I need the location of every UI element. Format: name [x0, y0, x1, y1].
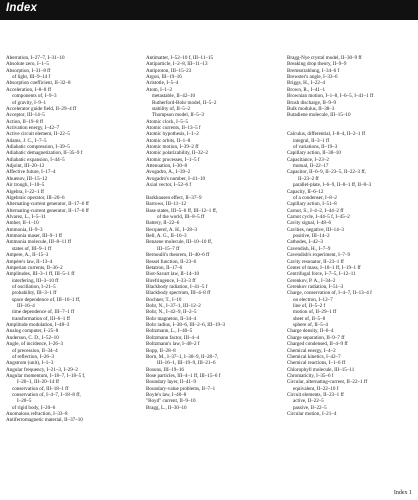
index-entry: Chlorophyll molecule, III–15–11: [287, 366, 355, 373]
index-entry: passive, II–22–5: [293, 404, 327, 411]
index-entry: of light, III–9–14 f: [12, 74, 51, 81]
index-entry: time dependence of, III–7–1 ff: [12, 309, 75, 316]
index-column-3: [287, 55, 415, 417]
index-entry: mutual, II–22–17: [293, 163, 329, 170]
index-entry: Atomic currents, II–13–5 f: [146, 124, 201, 131]
index-entry: Capillary action, II–38–10: [287, 150, 341, 157]
index-entry: Atomic motion, I–39–2 ff: [146, 144, 199, 151]
index-entry: Thompson model, II–5–3: [152, 112, 204, 119]
index-entry: Boltzmann, L., I–40–5: [146, 328, 193, 335]
index-entry: Action, II–19–8 ff: [6, 118, 44, 125]
index-entry: conservation of, III–18–1 ff: [12, 385, 69, 392]
index-entry: Anomalous refraction, I–33–8: [6, 411, 68, 418]
index-entry: Adams, J. C., I–7–5: [6, 137, 47, 144]
index-entry: Adiabatic demagnetization, II–35–9 f: [6, 150, 83, 157]
index-entry: Barrows, III–11–12: [146, 201, 186, 208]
index-entry: Algebraic operator, III–20–6: [6, 194, 65, 201]
index-entry: Antiparticle, I–2–8, III–11–13: [146, 61, 208, 68]
index-entry: Bessel function, II–23–6: [146, 258, 197, 265]
index-entry: Blackbody spectrum, III–4–8 ff: [146, 290, 211, 297]
index-entry: Angular momentum, I–18–7, I–18–5 f,: [6, 372, 86, 379]
index-entry: Circular motion, I–21–4: [287, 411, 337, 418]
index-entry: states of, III–9–1 ff: [12, 245, 52, 252]
index-entry: Boundary-value problems, II–7–1: [146, 385, 216, 392]
index-entry: "Boyd" current, II–9–10: [146, 398, 196, 405]
index-entry: Attenuation, I–30–8: [146, 163, 188, 170]
index-entry: Capacitance, I–23–2: [287, 156, 329, 163]
index-entry: Brownian motion, I–1–8, I–6–5, I–41–1 ff: [287, 93, 374, 100]
index-entry: Amplitude modulation, I–48–3: [6, 322, 70, 329]
index-entry: Angle, of incidence, I–26–3: [6, 341, 64, 348]
index-entry: Benzene molecule, III–10–10 ff,: [146, 239, 213, 246]
index-entry: Butadiene molecule, III–15–10: [287, 112, 351, 119]
index-entry: Atomic processes, I–1–5 f: [146, 156, 200, 163]
index-entry: Cavendish, H., I–7–9: [287, 245, 331, 252]
index-entry: Circuit elements, II–23–1 ff: [287, 392, 344, 399]
index-entry: Active circuit element, II–22–5: [6, 131, 70, 138]
index-entry: Charge separation, II–9–7 ff: [287, 334, 345, 341]
index-entry: Becquerel, A. H., I–28–3: [146, 226, 198, 233]
index-entry: Ahuenov, III–15–12: [6, 175, 48, 182]
index-entry: Briggs, H., I–22–4: [287, 80, 326, 87]
index-entry: III–16–4: [17, 303, 35, 310]
index-entry: Blackbody radiation, I–41–5 f: [146, 283, 208, 290]
index-entry: Battery, II–22–6: [146, 220, 180, 227]
index-entry: stability of, II–5–2: [152, 105, 191, 112]
index-entry: Born, M., I–37–1, I–38–9, II–28–7,: [146, 353, 219, 360]
index-entry: Avogadro's number, I–41–10: [146, 175, 206, 182]
index-header-bar: [0, 0, 418, 20]
index-entry: equivalent, II–22–10 f: [293, 385, 339, 392]
index-entry: sphere of, II–5–4: [293, 322, 328, 329]
index-entry: Charge density, II–6–4: [287, 328, 334, 335]
index-entry: Bohr, N., I–37–1, III–12–2: [146, 303, 201, 310]
index-entry: Adjoint, III–20–12: [6, 163, 45, 170]
index-entry: of gravity, I–9–1: [12, 99, 47, 106]
index-entry: Algebra, I–22–1 ff: [6, 188, 44, 195]
index-entry: I–20–5: [17, 398, 32, 405]
index-entry: motion of, II–29–1 ff: [293, 309, 337, 316]
index-entry: Atomic clock, I–5–5: [146, 118, 189, 125]
index-entry: Amperian currents, II–36–2: [6, 264, 63, 271]
index-entry: Avogadro, A., I–39–2: [146, 169, 191, 176]
index-entry: Bremsstrahlung, I–34–6 f: [287, 67, 340, 74]
index-entry: II–23–2 ff: [298, 175, 319, 182]
index-entry: of oscillation, I–21–5: [12, 283, 56, 290]
index-entry: III–15–7 ff: [157, 245, 180, 252]
index-entry: Ammonia maser, III–9–1 ff: [6, 233, 63, 240]
index-entry: Boltzmann factor, III–4–4: [146, 334, 200, 341]
index-entry: Carnot cycle, I–44–5 f, I–45–2: [287, 213, 350, 220]
index-entry: components of, I–9–3: [12, 93, 57, 100]
index-entry: Amplitudes, III–3–1 ff, III–5–1 ff: [6, 271, 75, 278]
index-entry: interfering, III–3–10 ff: [12, 277, 59, 284]
index-entry: Birefringence, I–33–3 ff: [146, 277, 196, 284]
index-entry: Analog computer, I–25–8: [6, 328, 59, 335]
index-entry: Cerenkov radiation, I–51–3: [287, 283, 344, 290]
index-entry: Cavity resonator, II–23–1 ff: [287, 258, 344, 265]
index-entry: of reflection, I–26–3: [12, 353, 55, 360]
index-entry: parallel-plate, I–6–9, II–8–1 ff, II–8–3: [293, 182, 372, 189]
index-entry: Bohr, N., I–42–9, II–2–5: [146, 309, 197, 316]
index-entry: Bohr magneton, II–34–4: [146, 315, 197, 322]
index-entry: Aberration, I–27–7, I–31–10: [6, 55, 65, 61]
index-entry: Brush discharge, II–9–9: [287, 99, 336, 106]
index-entry: Cavity signal, I–48–6: [287, 220, 332, 227]
index-entry: line of, II–5–2 f: [293, 303, 326, 310]
index-entry: Boundary layer, II–41–9: [146, 379, 197, 386]
page-title: Index: [6, 2, 38, 14]
index-entry: Breaking drop theory, II–9–9: [287, 61, 347, 68]
index-entry: of the world, III–8–5 ff: [157, 213, 205, 220]
index-entry: Amber, II–1–10: [6, 220, 39, 227]
index-entry: Bochner, T., I–10: [146, 296, 182, 303]
index-entry: Bell, A. G., II–16–3: [146, 233, 187, 240]
index-entry: Circular, alternating-current, II–22–1 ff: [287, 379, 368, 386]
index-entry: Ammonia molecule, III–8–11 ff: [6, 239, 72, 246]
index-entry: Biot-Savart law, II–14–10: [146, 271, 200, 278]
index-entry: Acceleration, I–8–8 ff: [6, 86, 52, 93]
index-entry: Ampère's law, II–13–4: [6, 258, 53, 265]
index-entry: Axial vector, I–52–6 f: [146, 182, 192, 189]
index-entry: Bragg, L., II–30–10: [146, 404, 187, 411]
index-entry: active, II–22–5: [293, 398, 324, 405]
index-column-1: [6, 55, 131, 424]
index-entry: Chemical reactions, I–1–6 ff: [287, 360, 346, 367]
index-entry: Cerenkov, P. A., I–34–2: [287, 277, 336, 284]
index-entry: of rigid body, I–20–6: [12, 404, 56, 411]
index-entry: Activation energy, I–42–7: [6, 124, 60, 131]
index-entry: III–16–1, III–19–9, III–21–6: [157, 360, 216, 367]
index-entry: Alvarez, L., I–5–11: [6, 213, 46, 220]
index-entry: Adiabatic expansion, I–44–5: [6, 156, 65, 163]
index-entry: Chromaticity, I–35–6 f: [287, 372, 334, 379]
index-entry: positive, III–14–2: [293, 233, 330, 240]
index-entry: Cathodes, I–42–3: [287, 239, 323, 246]
index-entry: Affective future, I–17–4: [6, 169, 56, 176]
index-entry: Bose particles, III–4–1 ff, III–15–6 f: [146, 372, 221, 379]
index-entry: Charge, conservation of, I–4–7, II–13–4 f: [287, 290, 372, 297]
index-entry: Absorption, I–31–8 ff: [6, 67, 51, 74]
index-entry: of a condenser, I–8–2: [293, 194, 337, 201]
index-entry: space dependence of, III–16–1 ff,: [12, 296, 81, 303]
index-entry: Rutherford-Bohr model, II–5–2: [152, 99, 217, 106]
index-entry: I–20–1, III–20–14 ff: [17, 379, 59, 386]
index-entry: Bulk modulus, II–38–3: [287, 105, 335, 112]
index-entry: Brown, R., I–41–1: [287, 86, 326, 93]
index-entry: Argon, III–19–16: [146, 74, 182, 81]
index-entry: Chemical kinetics, I–42–7: [287, 353, 341, 360]
index-entry: Bernoulli's theorem, II–40–6 ff: [146, 252, 210, 259]
index-entry: probability, III–3–1 ff: [12, 290, 57, 297]
index-entry: Capillary action, I–51–8: [287, 201, 337, 208]
index-entry: Angular frequency, I–21–3, I–29–2: [6, 366, 78, 373]
index-entry: Centrifugal force, I–7–5, I–12–11: [287, 271, 356, 278]
index-entry: Antimatter, I–52–10 f, III–11–15: [146, 55, 214, 61]
index-entry: of variations, II–19–3: [293, 144, 338, 151]
index-entry: Air trough, I–10–5: [6, 182, 45, 189]
index-entry: Ampere, A., II–15–3: [6, 252, 49, 259]
index-entry: Cavendish's experiment, I–7–9: [287, 252, 351, 259]
index-entry: Betatron, II–17–6: [146, 264, 183, 271]
index-entry: Antiferromagnetic material, II–37–10: [6, 417, 83, 424]
index-entry: Aristotle, I–5–4: [146, 80, 179, 87]
index-entry: integral, II–3–1 ff: [293, 137, 330, 144]
index-column-2: [146, 55, 271, 411]
index-entry: Atomic hypothesis, I–1–2: [146, 131, 199, 138]
index-entry: Charged condensed, II–4–9 ff: [287, 341, 348, 348]
index-entry: Atom, I–1–2: [146, 86, 173, 93]
index-entry: transformation of, III–6–1 ff: [12, 315, 70, 322]
index-entry: Bosons, III–19–16: [146, 366, 184, 373]
index-entry: Boltzmann's law, I–40–2 f: [146, 341, 200, 348]
index-entry: Brewster's angle, I–33–6: [287, 74, 338, 81]
index-entry: Capacitor, II–6–9, II–23–5, II–22–3 ff,: [287, 169, 366, 176]
index-entry: metastable, II–42–10: [152, 93, 196, 100]
index-entry: Base states, III–5–6 ff, III–12–1 ff,: [146, 207, 218, 214]
index-entry: Bragg-Nye crystal model, II–30–9 ff: [287, 55, 362, 61]
index-entry: Bopp, II–28–8: [146, 347, 176, 354]
index-entry: Absolute zero, I–1–5: [6, 61, 49, 68]
page-footer: Index 1: [393, 490, 412, 496]
index-entry: Calculus, differential, I–8–4, II–2–1 ff: [287, 131, 366, 138]
index-entry: of precession, II–34–4: [12, 347, 58, 354]
index-entry: Acceptor, III–14–5: [6, 112, 45, 119]
index-entry: Angstrom (unit), I–1–3: [6, 360, 54, 367]
index-entry: Bohr radius, I–38–6, III–2–6, III–19–3: [146, 322, 226, 329]
index-entry: Ammonia, II–9–3: [6, 226, 43, 233]
index-entry: Boyle's law, I–40–8: [146, 392, 187, 399]
index-entry: Center of mass, I–18–1 ff, I–19–1 ff: [287, 264, 361, 271]
index-entry: Cavities, negative, III–14–3: [287, 226, 344, 233]
index-entry: Alternating-current generator, II–17–6 ff: [6, 201, 89, 208]
index-entry: Atomic polarizability, II–32–2: [146, 150, 209, 157]
index-entry: Accelerator guide field, II–29–4 ff: [6, 105, 77, 112]
index-entry: Barkhausen effect, II–37–9: [146, 194, 202, 201]
index-entry: Antiproton, III–15–23: [146, 67, 192, 74]
index-entry: Adiabatic compression, I–39–5: [6, 144, 70, 151]
index-entry: Anderson, C. D., I–52–10: [6, 334, 59, 341]
index-entry: sheet of, II–5–8: [293, 315, 326, 322]
index-entry: Capacity, II–6–12: [287, 188, 324, 195]
index-entry: Atomic orbits, II–1–8: [146, 137, 191, 144]
index-entry: Alternating-current generator, II–17–6 ff: [6, 207, 89, 214]
index-entry: on electron, I–12–7: [293, 296, 333, 303]
index-entry: conservation of, I–4–7, I–18–8 ff,: [12, 392, 81, 399]
index-entry: Absorption coefficient, II–32–8: [6, 80, 71, 87]
index-entry: Carnot, S., I–4–2, I–44–2 ff: [287, 207, 344, 214]
index-entry: Chemical energy, I–4–2: [287, 347, 336, 354]
